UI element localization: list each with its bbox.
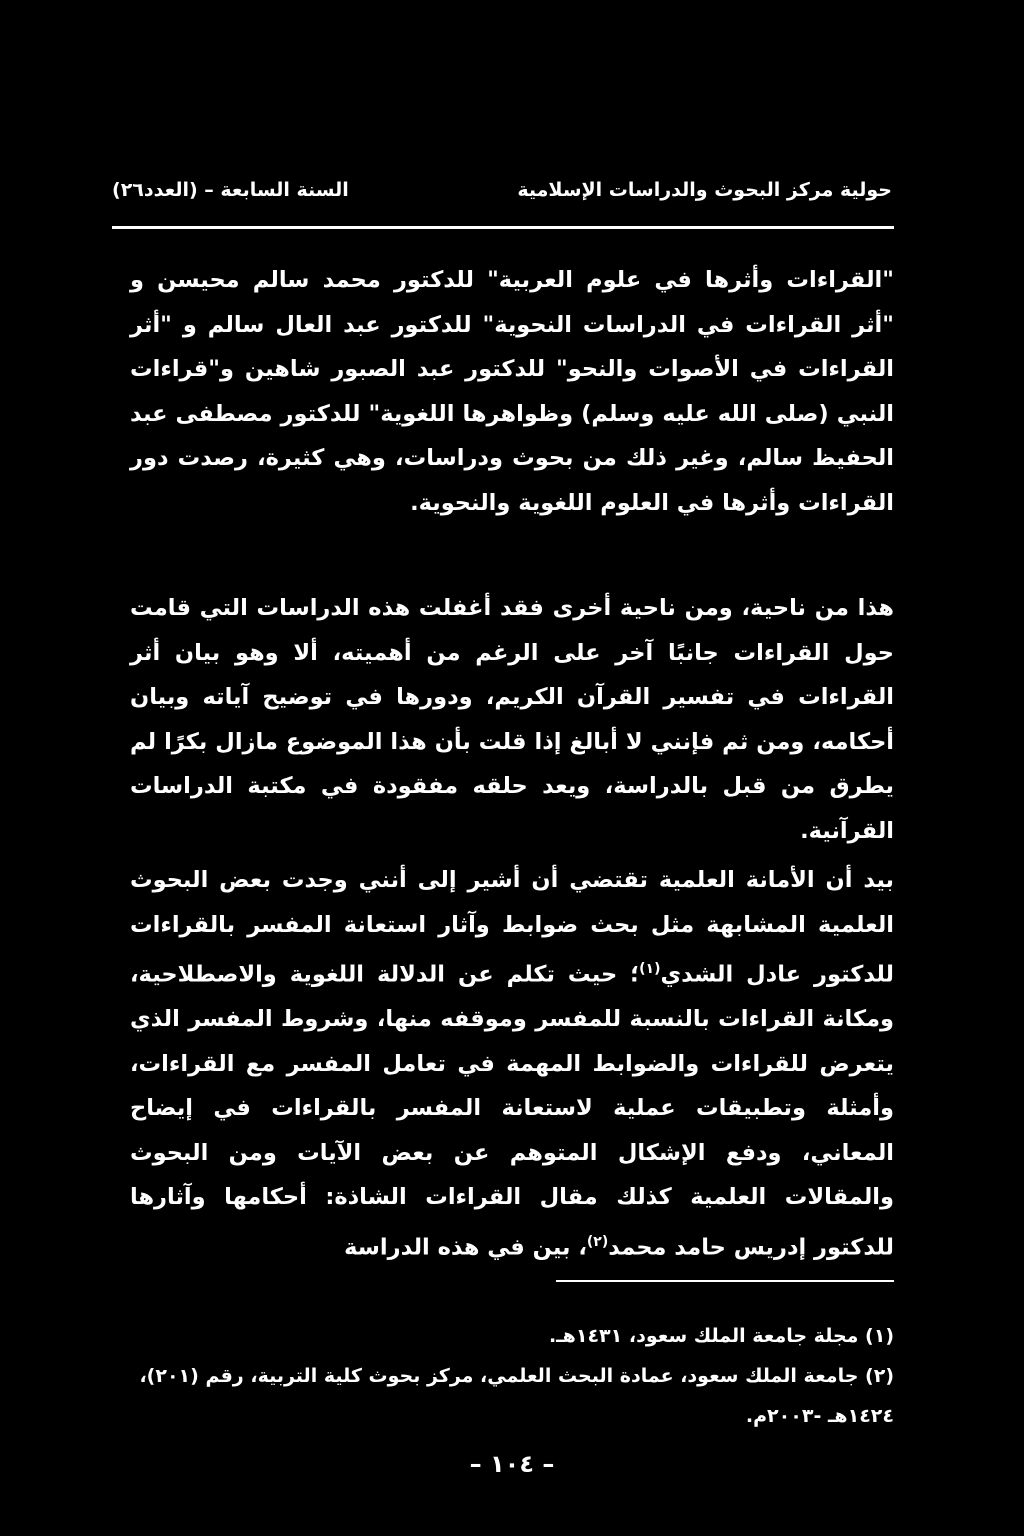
paragraph-1-text: "القراءات وأثرها في علوم العربية" للدكتور محمد سالم محيسن و "أثر القراءات في الدراسات النحوية" للدكتور عبد العال سالم و "أثر القراءات في الأصوات والنحو" للدكتور عبد الصبور شاهين و"قراءات النبي (صلى الله عليه وسلم) وظواهرها اللغوية" للدكتور مصطفى عبد الحفيظ سالم، وغير ذلك من بحوث ودراسات، وهي كثيرة، رصدت دور القراءات وأثرها في العلوم اللغوية والنحوية. — [130, 267, 894, 516]
paragraph-3-start: بيد أن الأمانة العلمية تقتضي أن أشير إلى أنني وجدت بعض البحوث العلمية المشابهة مثل بحث ضوابط وآثار استعانة المفسر بالقراءات للدكتور عادل الشدي — [130, 867, 894, 988]
footnote-ref-1: (١) — [639, 961, 661, 977]
header-rule — [112, 226, 894, 229]
footnote-ref-2: (٢) — [586, 1233, 609, 1250]
paragraph-3-end: ، بين في هذه الدراسة — [344, 1234, 587, 1260]
footnote-separator — [556, 1280, 894, 1282]
paragraph-3 — [130, 858, 894, 1270]
footnote-1: (١) مجلة جامعة الملك سعود، ١٤٣١هـ. — [548, 1325, 894, 1347]
footnote-2: (٢) جامعة الملك سعود، عمادة البحث العلمي، مركز بحوث كلية التربية، رقم (٢٠١)، — [139, 1365, 894, 1387]
footnotes — [130, 1316, 894, 1436]
paragraph-1 — [130, 258, 894, 525]
footnote-2-cont: ١٤٢٤هـ -٢٠٠٣م. — [745, 1405, 894, 1427]
paragraph-2-text: هذا من ناحية، ومن ناحية أخرى فقد أغفلت هذه الدراسات التي قامت حول القراءات جانبًا آخر على الرغم من أهميته، ألا وهو بيان أثر القراءات في تفسير القرآن الكريم، ودورها في توضيح آياته وبيان أحكامه، ومن ثم فإنني لا أبالغ إذا قلت بأن هذا الموضوع مازال بكرًا لم يطرق من قبل بالدراسة، ويعد حلقه مفقودة في مكتبة الدراسات القرآنية. — [130, 595, 894, 844]
paragraph-3-cont: ؛ حيث تكلم عن الدلالة اللغوية والاصطلاحية، ومكانة القراءات بالنسبة للمفسر وموقفه منها، وشروط المفسر الذي يتعرض للقراءات والضوابط المهمة في تعامل المفسر مع القراءات، وأمثلة وتطبيقات عملية لاستعانة المفسر بالقراءات في إيضاح المعاني، ودفع الإشكال المتوهم عن بعض الآيات ومن البحوث والمقالات العلمية كذلك مقال القراءات الشاذة: أحكامها وآثارها للدكتور إدريس حامد محمد — [130, 961, 894, 1260]
page-number: – ١٠٤ – — [469, 1450, 555, 1478]
running-header — [112, 172, 892, 208]
journal-title: حولية مركز البحوث والدراسات الإسلامية — [517, 179, 892, 201]
paragraph-2 — [130, 586, 894, 853]
paragraph-3-text — [130, 858, 894, 1270]
issue-label: السنة السابعة – (العدد٢٦) — [112, 179, 349, 201]
